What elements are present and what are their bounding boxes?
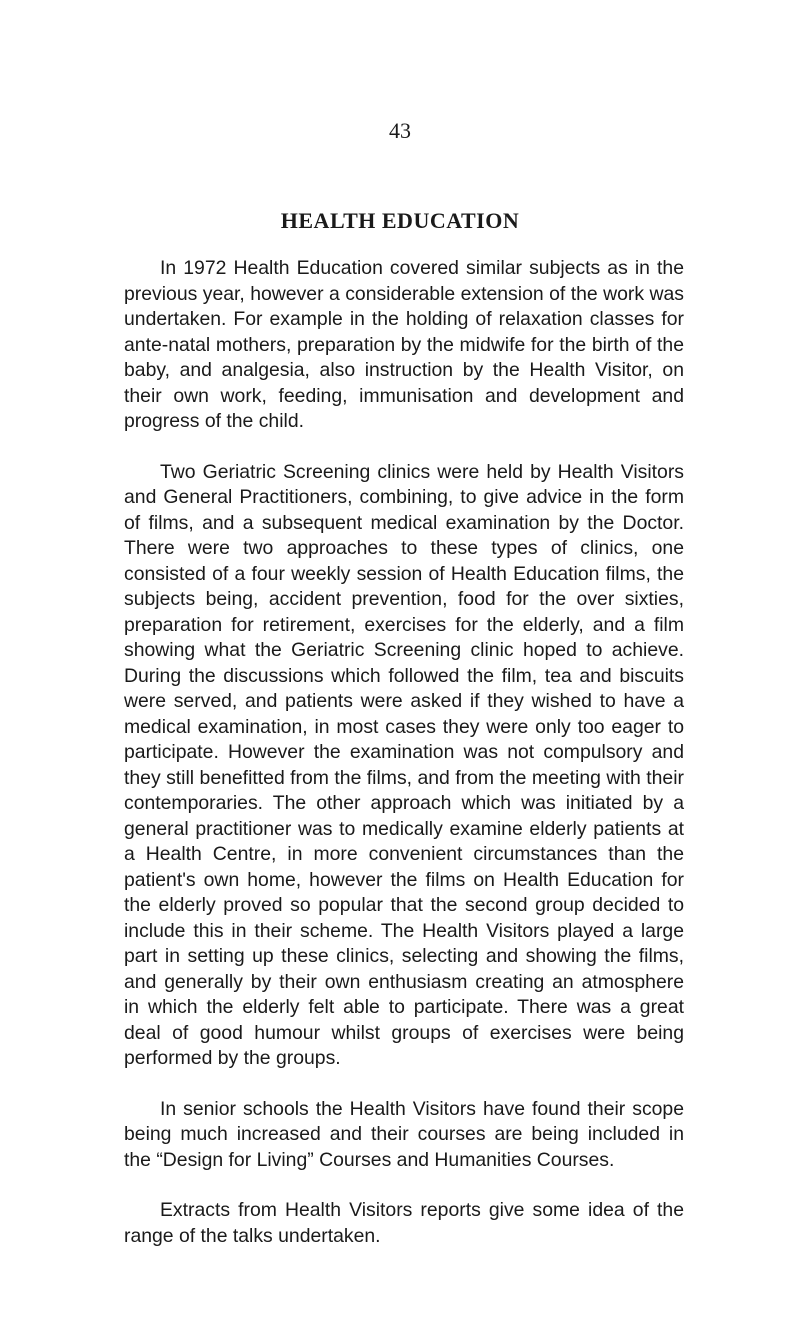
paragraph-extracts: Extracts from Health Visitors reports give some idea of the range of the talks undertaken. bbox=[124, 1199, 684, 1247]
paragraph-senior-schools: In senior schools the Health Visitors have found their scope being much increased and their courses are being included in the “Design for Living” Courses and Humanities Courses. bbox=[124, 1097, 684, 1171]
body-text bbox=[124, 256, 684, 1249]
page-number: 43 bbox=[389, 118, 411, 143]
page-title: HEALTH EDUCATION bbox=[280, 208, 520, 233]
paragraph-ante-natal-classes: In 1972 Health Education covered similar subjects as in the previous year, however a considerable extension of the work was undertaken. For example in the holding of relaxation classes for ante-natal mothers, preparation by the midwife for the birth of the baby, and analgesia, also instruction by the Health Visitor, on their own work, feeding, immunisation and development and progress of the child. bbox=[124, 257, 684, 432]
paragraph-geriatric-screening: Two Geriatric Screening clinics were held by Health Visitors and General Practitioners, combining, to give advice in the form of films, and a subsequent medical examination by the Doctor. There were two approaches to these types of clinics, one consisted of a four weekly session of Health Education films, the subjects being, accident prevention, food for the over sixties, preparation for retirement, exercises for the elderly, and a film showing what the Geriatric Screening clinic hoped to achieve. During the discussions which followed the film, tea and biscuits were served, and patients were asked if they wished to have a medical examination, in most cases they were only too eager to participate. However the examination was not compulsory and they still benefitted from the films, and from the meeting with their contemporaries. The other approach which was initiated by a general practitioner was to medically examine elderly patients at a Health Centre, in more convenient circumstances than the patient's own home, however the films on Health Education for the elderly proved so popular that the second group decided to include this in their scheme. The Health Visitors played a large part in setting up these clinics, selecting and showing the films, and generally by their own enthusiasm creating an atmosphere in which the elderly felt able to participate. There was a great deal of good humour whilst groups of exercises were being performed by the groups. bbox=[124, 460, 684, 1069]
